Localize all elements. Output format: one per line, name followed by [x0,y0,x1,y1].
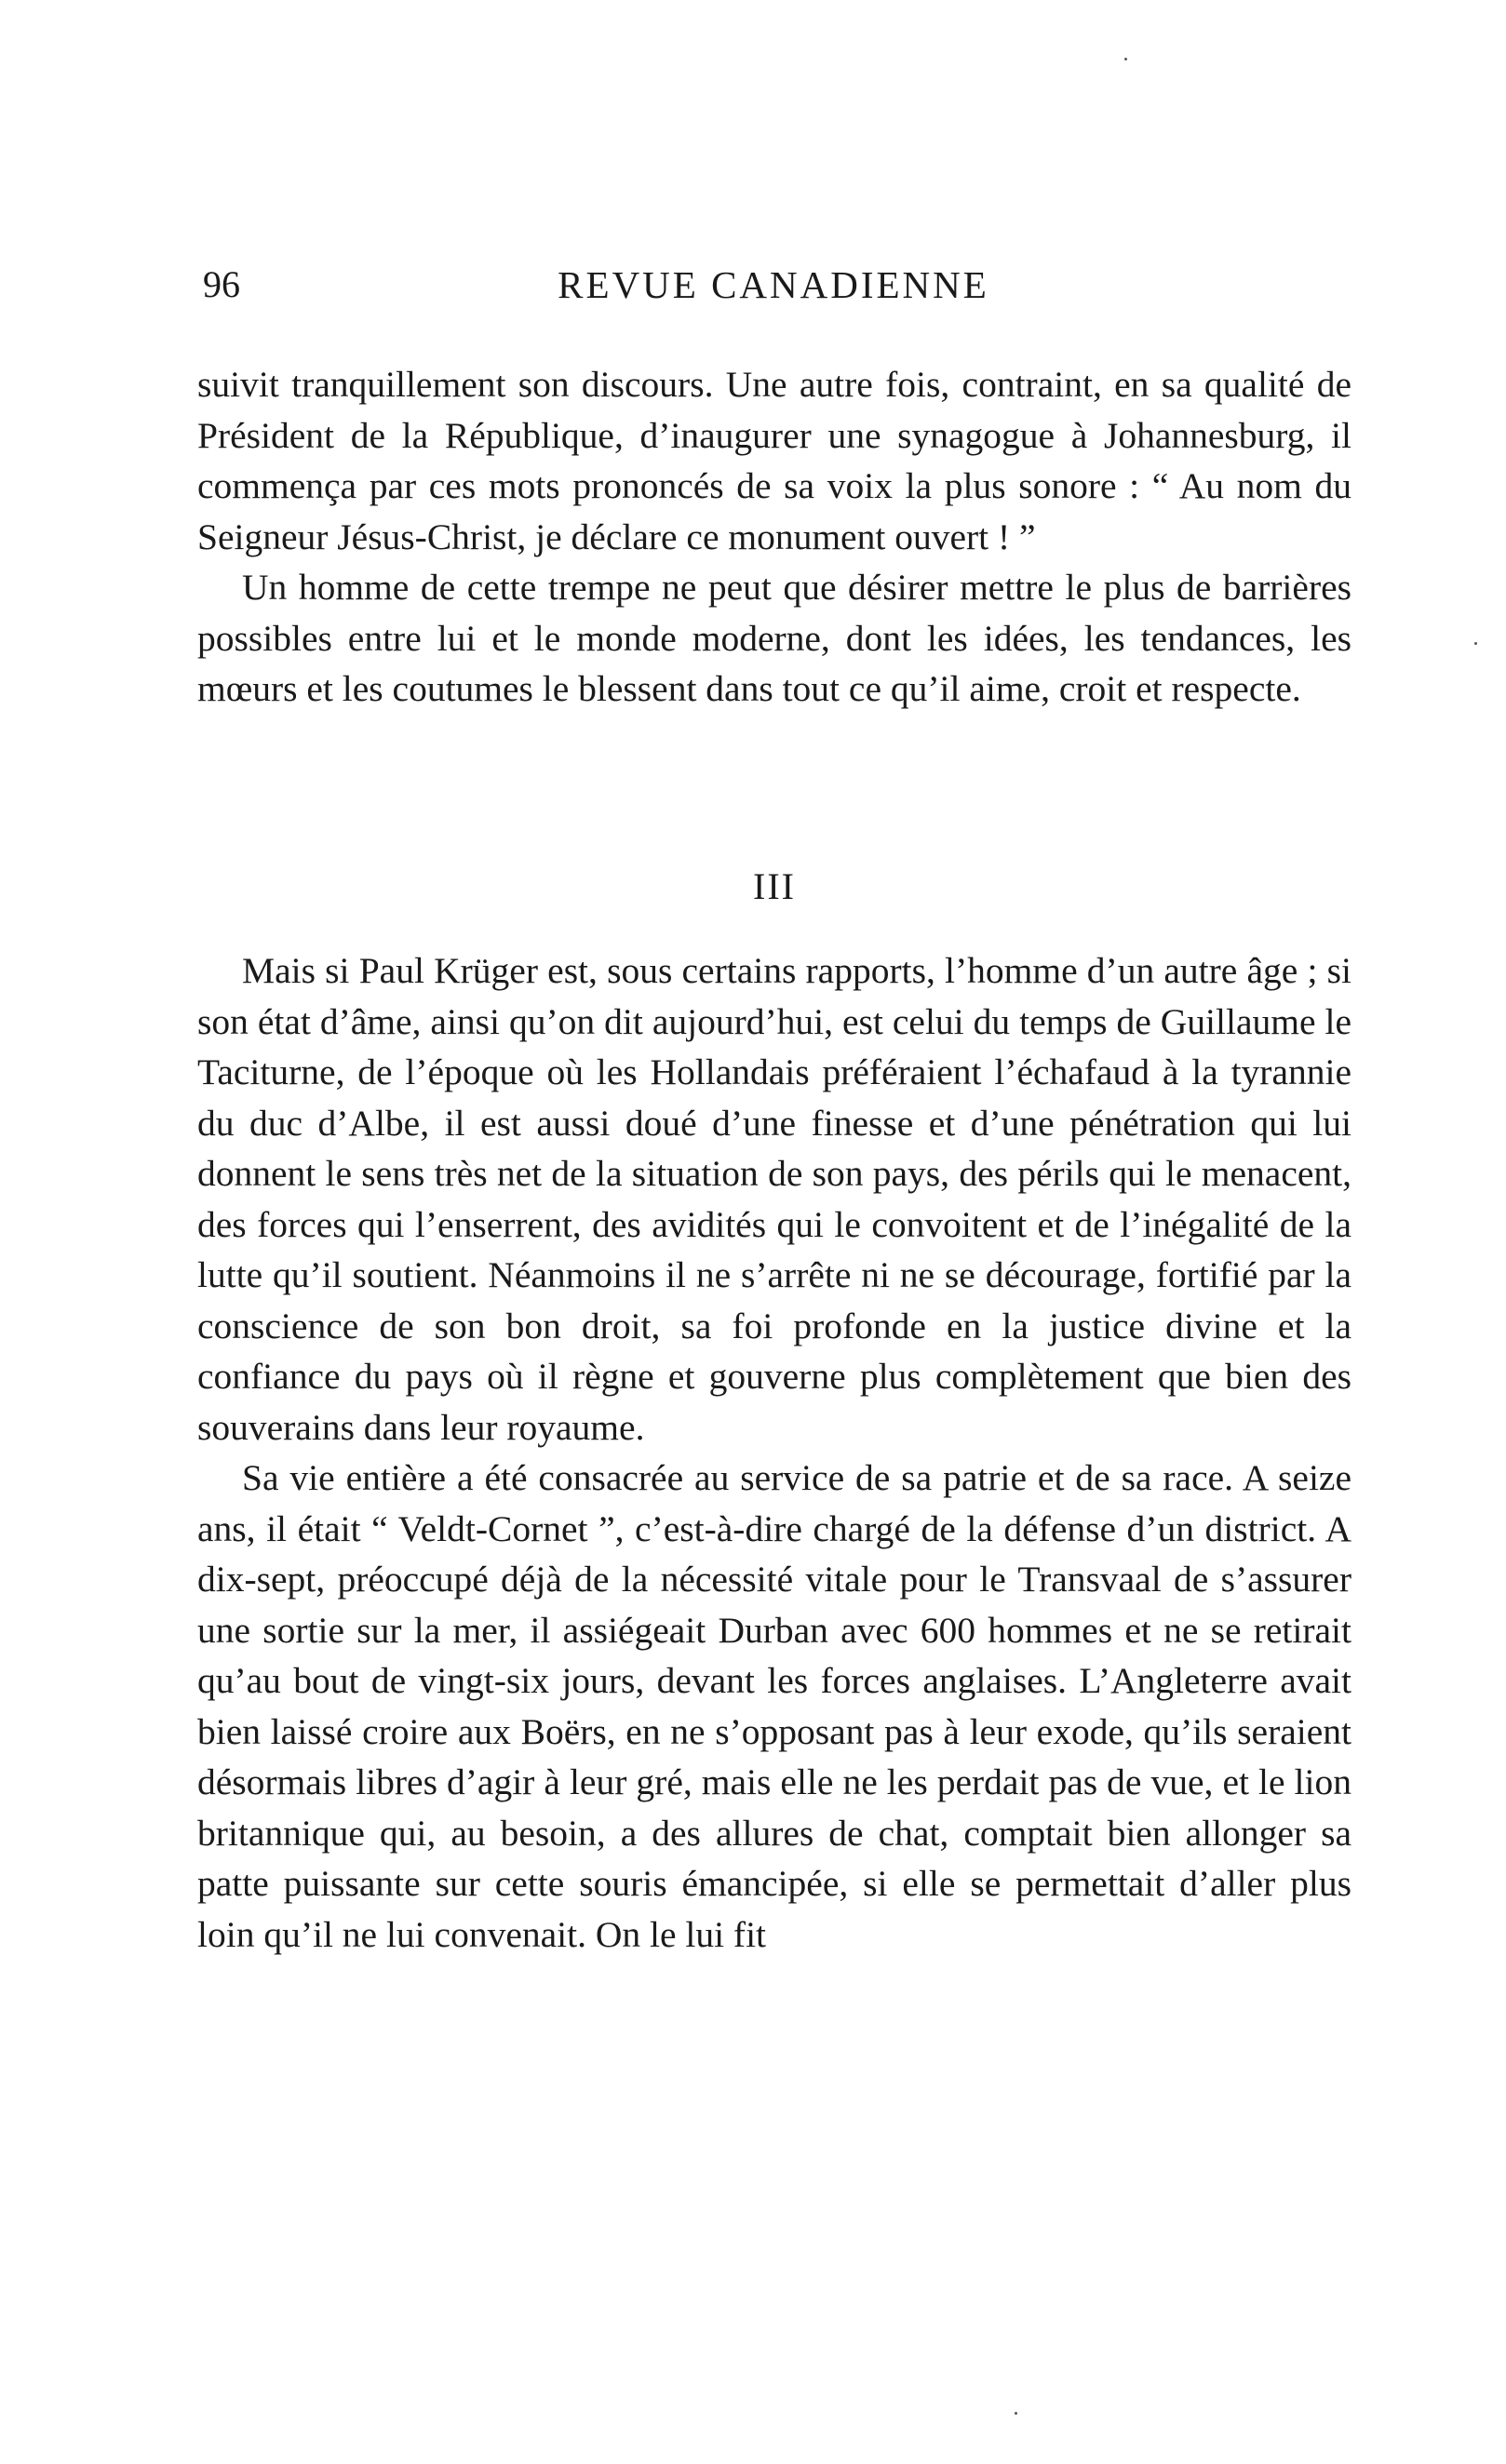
paragraph-continuation: suivit tranquillement son discours. Une autre fois, contraint, en sa qualité de Président de la République, d’inaugurer une synagogue à Johannesburg, il commença par ces mots prononcés de sa voix la plus sonore : “ Au nom du Seigneur Jésus-Christ, je déclare ce monument ouvert ! ” [197,364,1351,557]
text-block-before-section [197,359,1351,715]
paragraph: Mais si Paul Krüger est, sous certains rapports, l’homme d’un autre âge ; si son état d’âme, ainsi qu’on dit aujourd’hui, est celui du temps de Guillaume le Taciturne, de l’époque où les Hollandais préféraient l’échafaud à la tyrannie du duc d’Albe, il est aussi doué d’une finesse et d’une pénétration qui lui donnent le sens très net de la situation de son pays, des périls qui le menacent, des forces qui l’enserrent, des avidités qui le convoitent et de l’inégalité de la lutte qu’il soutient. Néanmoins il ne s’arrête ni ne se décourage, fortifié par la conscience de son bon droit, sa foi profonde en la justice divine et la confiance du pays où il règne et gouverne plus complètement que bien des souverains dans leur royaume. [197,950,1351,1448]
paragraph: Sa vie entière a été consacrée au service de sa patrie et de sa race. A seize ans, il était “ Veldt-Cornet ”, c’est-à-dire chargé de la défense d’un district. A dix-sept, préoccupé déjà de la nécessité vitale pour le Transvaal de s’assurer une sortie sur la mer, il assiégeait Durban avec 600 hommes et ne se retirait qu’au bout de vingt-six jours, devant les forces anglaises. L’Angleterre avait bien laissé croire aux Boërs, en ne s’opposant pas à leur exode, qu’ils seraient désormais libres d’agir à leur gré, mais elle ne les perdait pas de vue, et le lion britannique qui, au besoin, a des allures de chat, comptait bien allonger sa patte puissante sur cette souris émancipée, si elle se permettait d’aller plus loin qu’il ne lui convenait. On le lui fit [197,1457,1351,1955]
page-number: 96 [203,263,240,305]
paper-speck [1474,642,1477,645]
text-block-after-section [197,945,1351,1960]
running-head [203,257,1344,313]
paper-speck [1015,2412,1017,2415]
paragraph: Un homme de cette trempe ne peut que désirer mettre le plus de barrières possibles entre lui et le monde moderne, dont les idées, les tendances, les mœurs et les coutumes le blessent dans tout ce qu’il aime, croit et respecte. [197,567,1351,709]
section-heading: III [753,865,796,907]
journal-title: REVUE CANADIENNE [558,263,989,306]
paper-speck [1124,58,1127,60]
